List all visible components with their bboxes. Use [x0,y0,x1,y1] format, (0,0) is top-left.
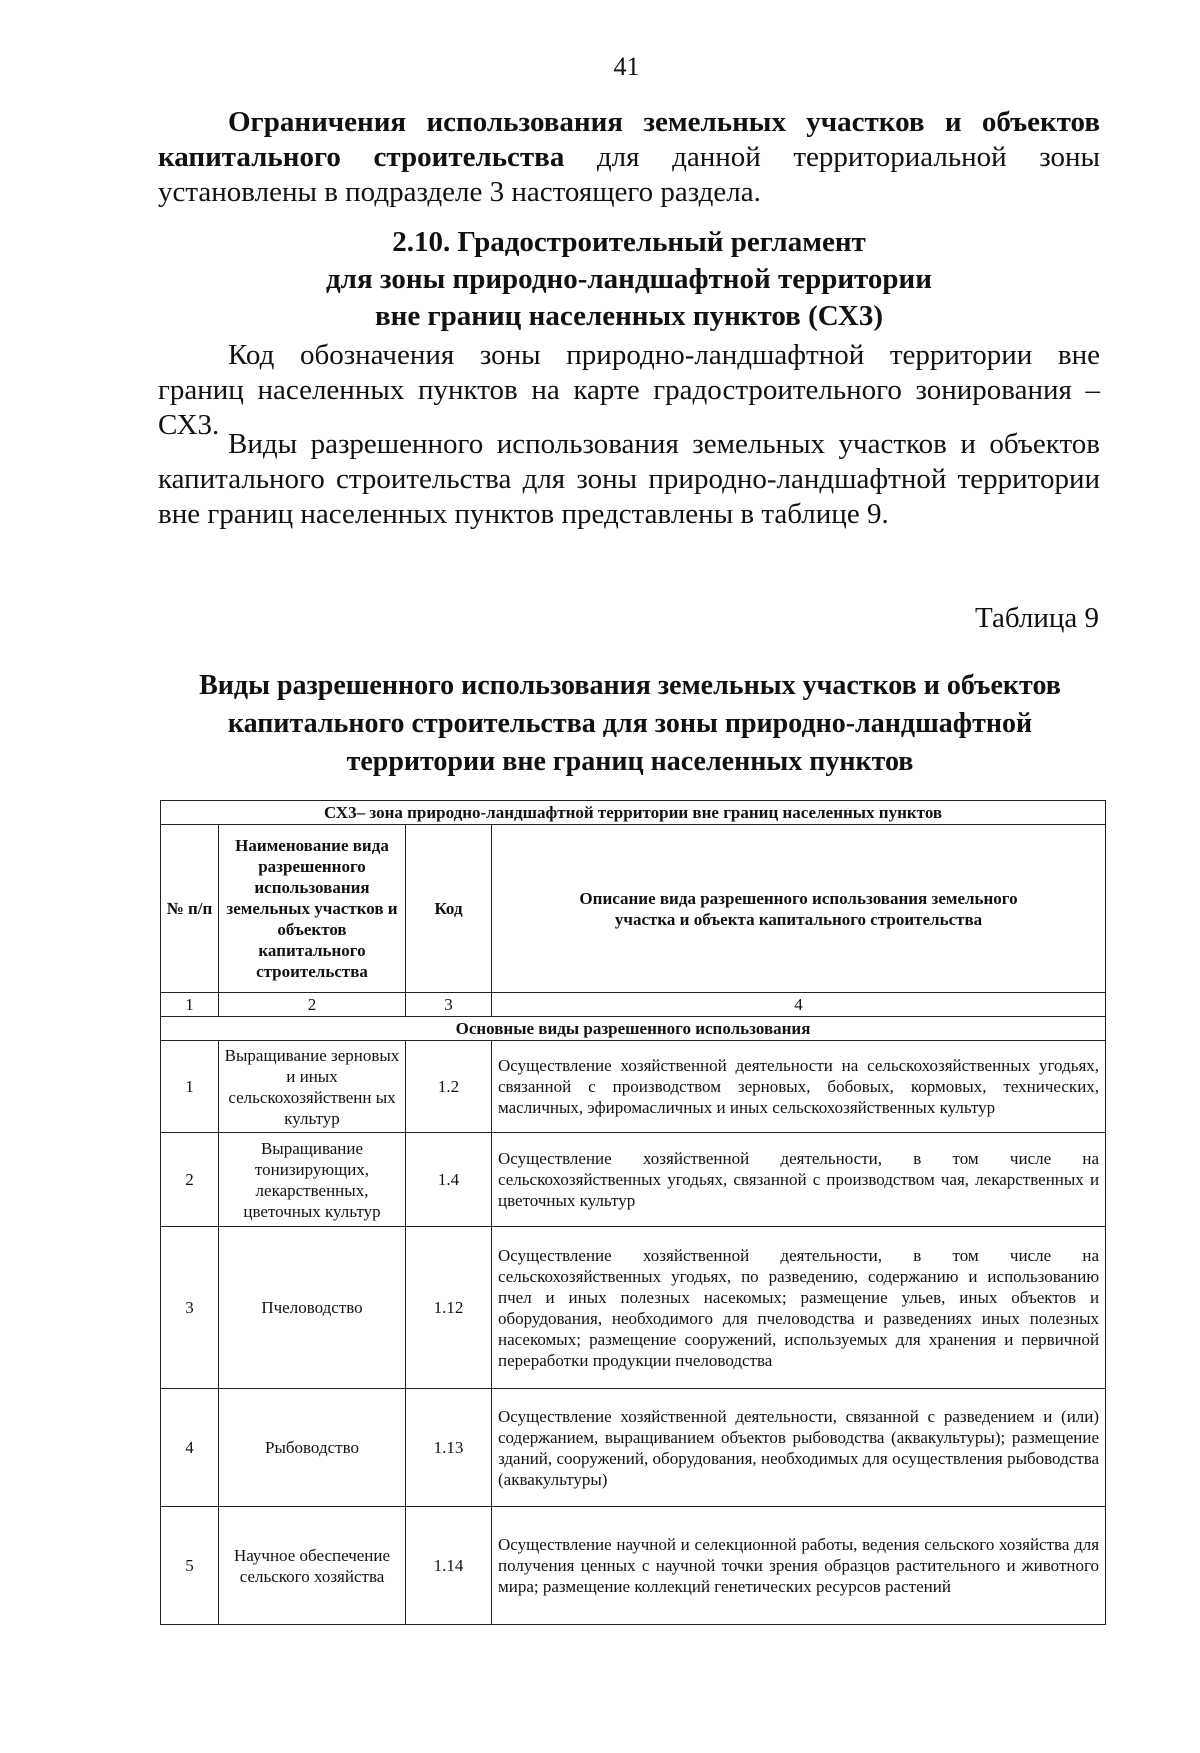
row-code: 1.13 [406,1389,492,1507]
section-cell: Основные виды разрешенного использования [161,1017,1106,1041]
table-caption-line: территории вне границ населенных пунктов [346,746,914,777]
column-number: 1 [161,993,219,1017]
table-label: Таблица 9 [974,602,1099,634]
table-caption [140,667,1120,781]
section-heading-line: для зоны природно-ландшафтной территории [326,263,932,295]
row-num: 2 [161,1133,219,1227]
row-name: Пчеловодство [219,1227,406,1389]
column-number: 3 [406,993,492,1017]
column-number: 4 [492,993,1106,1017]
row-name: Рыбоводство [219,1389,406,1507]
row-code: 1.4 [406,1133,492,1227]
table-row [161,1507,1106,1625]
zone-row [161,801,1106,825]
column-number: 2 [219,993,406,1017]
header-num: № п/п [161,825,219,993]
row-num: 1 [161,1041,219,1133]
section-heading-line: вне границ населенных пунктов (СХ3) [374,300,884,332]
intro-paragraph [158,105,1100,210]
section-heading [158,224,1100,335]
column-number-row [161,993,1106,1017]
table-caption-line: Виды разрешенного использования земельных участков и объектов [199,670,1061,701]
row-description: Осуществление хозяйственной деятельности, связанной с разведением и (или) содержанием, выращиванием объектов рыбоводства (аквакультуры); размещение зданий, сооружений, оборудования, необходимых для осуществления рыбоводства (аквакультуры) [492,1389,1106,1507]
permitted-use-paragraph: Виды разрешенного использования земельных участков и объектов капитального строительства для зоны природно-ландшафтной территории вне границ населенных пунктов представлены в таблице 9. [158,428,1100,530]
table-row [161,1389,1106,1507]
header-description: Описание вида разрешенного использования земельного участка и объекта капитального строительства [492,825,1106,993]
row-name: Научное обеспечение сельского хозяйства [219,1507,406,1625]
row-description: Осуществление хозяйственной деятельности, в том числе на сельскохозяйственных угодьях, по разведению, содержанию и использованию пчел и иных полезных насекомых; размещение ульев, иных объектов и оборудования, необходимого для пчеловодства и разведениях иных полезных насекомых; размещение сооружений, используемых для хранения и первичной переработки продукции пчеловодства [492,1227,1106,1389]
page-number: 41 [613,52,640,81]
zone-code-paragraph: Код обозначения зоны природно-ландшафтной территории вне границ населенных пунктов на карте градостроительного зонирования – СХ3. [158,339,1100,441]
row-num: 5 [161,1507,219,1625]
row-num: 4 [161,1389,219,1507]
header-code: Код [406,825,492,993]
table-row [161,1133,1106,1227]
header-name: Наименование вида разрешенного использования земельных участков и объектов капитального строительства [219,825,406,993]
row-description: Осуществление хозяйственной деятельности на сельскохозяйственных угодьях, связанной с производством зерновых, бобовых, кормовых, технических, масличных, эфиромасличных и иных сельскохозяйственных культур [492,1041,1106,1133]
section-row [161,1017,1106,1041]
row-name: Выращивание зерновых и иных сельскохозяйственн ых культур [219,1041,406,1133]
row-code: 1.2 [406,1041,492,1133]
row-description: Осуществление хозяйственной деятельности, в том числе на сельскохозяйственных угодьях, связанной с производством чая, лекарственных и цветочных культур [492,1133,1106,1227]
permitted-use-table [160,800,1106,1625]
intro-text: для данной территориальной зоны установлены в подразделе 3 настоящего раздела. [158,141,1100,208]
table-row [161,1227,1106,1389]
row-num: 3 [161,1227,219,1389]
header-row [161,825,1106,993]
row-code: 1.12 [406,1227,492,1389]
table-caption-line: капитального строительства для зоны природно-ландшафтной [227,708,1033,739]
row-name: Выращивание тонизирующих, лекарственных, цветочных культур [219,1133,406,1227]
row-code: 1.14 [406,1507,492,1625]
table-row [161,1041,1106,1133]
section-heading-line: 2.10. Градостроительный регламент [392,226,866,258]
row-description: Осуществление научной и селекционной работы, ведения сельского хозяйства для получения ценных с научной точки зрения образцов растительного и животного мира; размещение коллекций генетических ресурсов растений [492,1507,1106,1625]
intro-bold-text: Ограничения использования земельных участков и объектов капитального строительства [158,106,1100,173]
zone-cell: СХ3– зона природно-ландшафтной территории вне границ населенных пунктов [161,801,1106,825]
